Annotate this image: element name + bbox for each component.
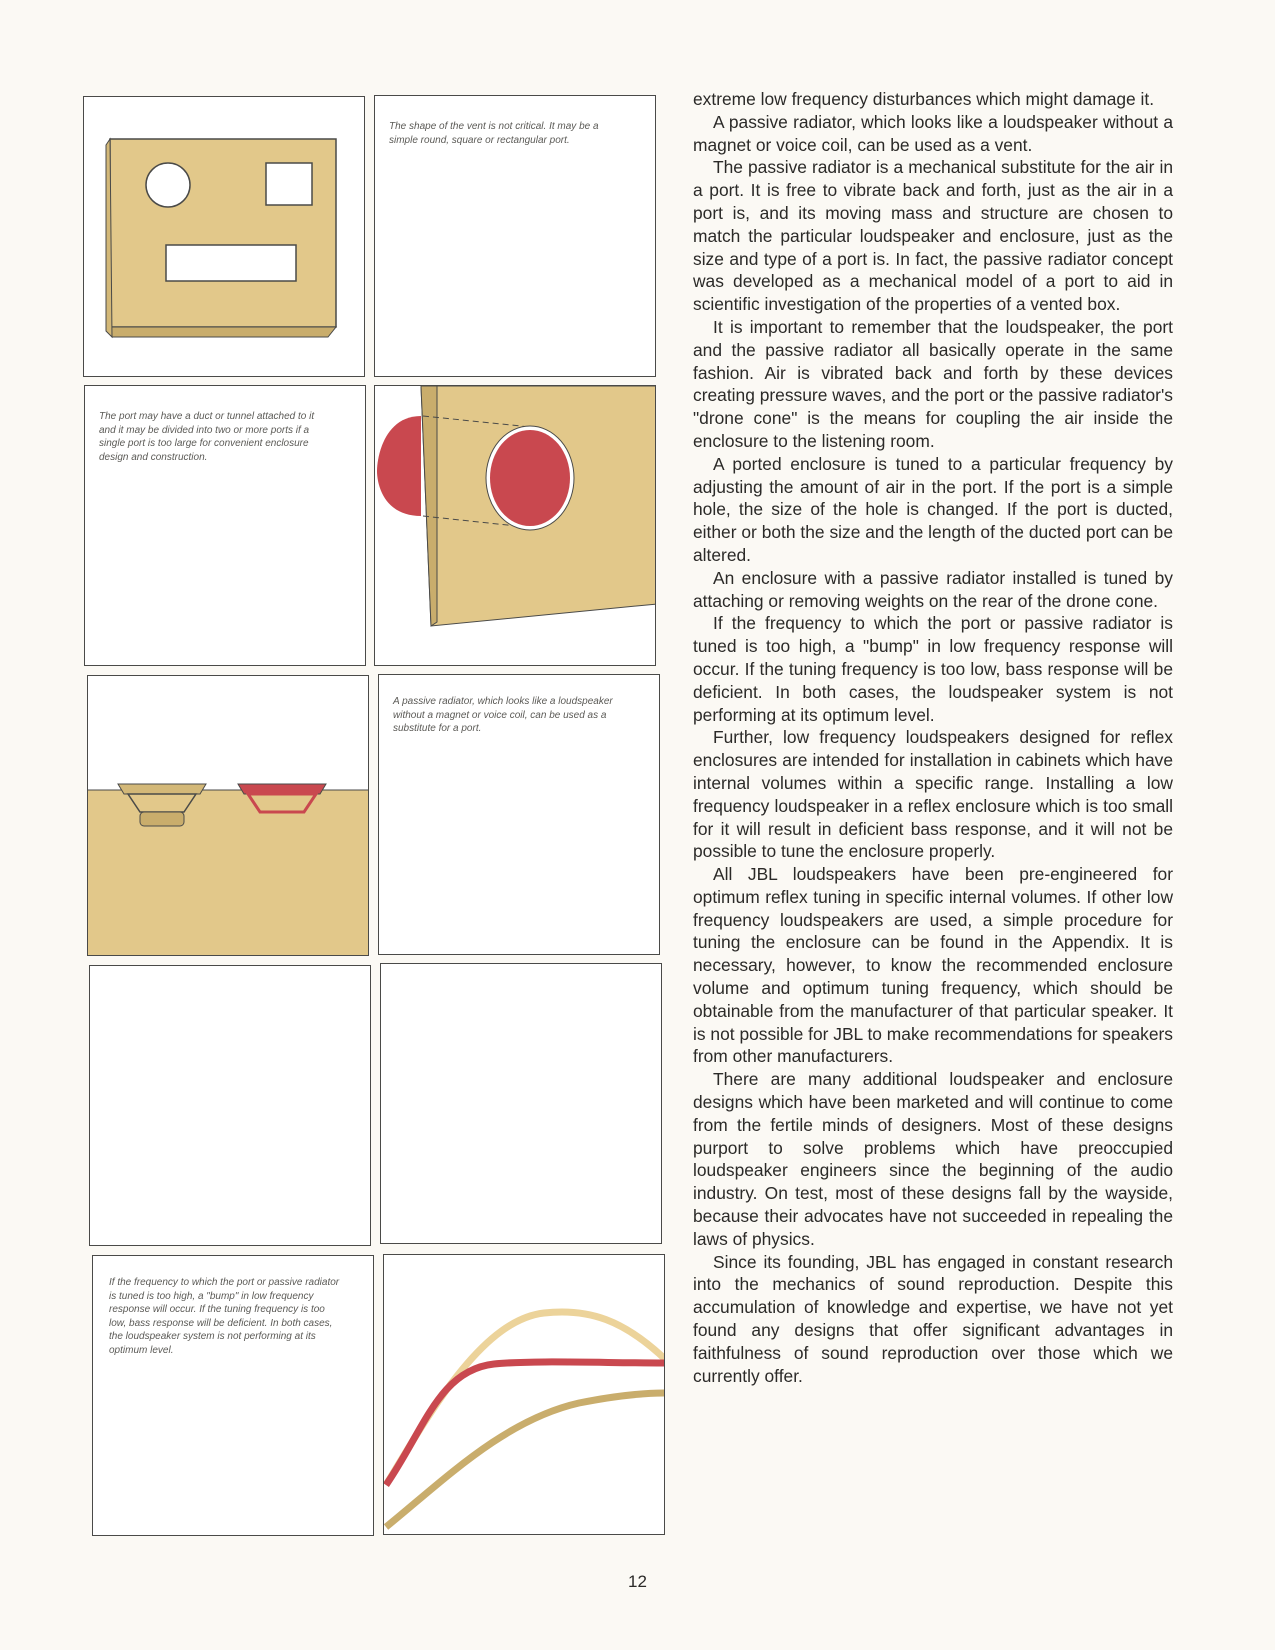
vent-shapes-illustration-panel	[83, 96, 365, 377]
drone-cone-icon	[490, 430, 570, 526]
baffle-radiator-illustration	[375, 386, 656, 666]
duct-caption: The port may have a duct or tunnel attached to it and it may be divided into two or more ports if a single port is too large for convenient enclosure design and construction.	[99, 411, 315, 463]
passive-radiator-caption-panel	[378, 674, 660, 955]
vent-shape-caption-panel	[374, 95, 656, 377]
page-number: 12	[628, 1572, 647, 1591]
vent-shapes-illustration	[84, 97, 365, 377]
duct-caption-panel	[84, 385, 366, 666]
body-text-column	[693, 88, 1173, 1387]
empty-panel-left	[89, 965, 371, 1246]
rear-radiator-icon	[377, 416, 421, 516]
body-paragraph: An enclosure with a passive radiator installed is tuned by attaching or removing weights on the rear of the drone cone.	[693, 567, 1173, 611]
speaker-radiator-illustration-panel	[87, 675, 369, 956]
loudspeaker-frame-icon	[118, 784, 206, 794]
round-port-icon	[146, 163, 190, 207]
board-edge	[110, 327, 336, 337]
passive-radiator-caption: A passive radiator, which looks like a loudspeaker without a magnet or voice coil, can be used as a substitute for a port.	[393, 696, 613, 734]
baffle-edge	[421, 386, 437, 626]
body-paragraph: If the frequency to which the port or passive radiator is tuned is too high, a "bump" in low frequency response will occur. If the tuning frequency is too low, bass response will be deficient. In both cases, the loudspeaker system is not performing at its optimum level.	[693, 613, 1173, 725]
body-paragraph: Since its founding, JBL has engaged in constant research into the mechanics of sound reproduction. Despite this accumulation of knowledge and expertise, we have not yet found any designs that offer significant advantages in faithfulness of sound reproduction over those which we currently offer.	[693, 1251, 1173, 1386]
enclosure-section	[88, 790, 369, 956]
rectangular-port-icon	[166, 245, 296, 281]
loudspeaker-magnet-icon	[140, 812, 184, 826]
tuning-caption: If the frequency to which the port or passive radiator is tuned is too high, a "bump" in low frequency response will occur. If the tuning frequency is too low, bass response will be deficient. In both cases, the loudspeaker system is not performing at its optimum level.	[109, 1277, 340, 1356]
body-paragraph: A ported enclosure is tuned to a particular frequency by adjusting the amount of air in the port. If the port is a simple hole, the size of the hole is changed. If the port is ducted, either or both the size and the length of the ducted port can be altered.	[693, 453, 1173, 565]
speaker-radiator-illustration	[88, 676, 369, 956]
body-paragraph: A passive radiator, which looks like a loudspeaker without a magnet or voice coil, can be used as a vent.	[693, 111, 1173, 155]
baffle-radiator-illustration-panel	[374, 385, 656, 666]
tuning-caption-panel	[92, 1255, 374, 1536]
body-paragraph: There are many additional loudspeaker and enclosure designs which have been marketed and will continue to come from the fertile minds of designers. Most of these designs purport to solve problems which have preoccupied loudspeaker engineers since the beginning of the audio industry. On test, most of these designs fall by the wayside, because their advocates have not succeeded in repealing the laws of physics.	[693, 1069, 1173, 1249]
square-port-icon	[266, 163, 312, 205]
body-paragraph: It is important to remember that the loudspeaker, the port and the passive radiator all basically operate in the same fashion. Air is vibrated back and forth by these devices creating pressure waves, and the port or the passive radiator's "drone cone" is the means for coupling the air inside the enclosure to the listening room.	[693, 316, 1173, 451]
body-paragraph: All JBL loudspeakers have been pre-engineered for optimum reflex tuning in specific internal volumes. If other low frequency loudspeakers are used, a simple procedure for tuning the enclosure can be found in the Appendix. It is necessary, however, to know the recommended enclosure volume and optimum tuning frequency, which should be obtainable from the manufacturer of that particular speaker. It is not possible for JBL to make recommendations for speakers from other manufacturers.	[693, 864, 1173, 1067]
body-paragraph: extreme low frequency disturbances which might damage it.	[693, 89, 1155, 109]
empty-panel-right	[380, 963, 662, 1244]
body-paragraph: The passive radiator is a mechanical substitute for the air in a port. It is free to vibrate back and forth, just as the air in a port is, and its moving mass and structure are chosen to match the particular loudspeaker and enclosure, just as the size and type of a port is. In fact, the passive radiator concept was developed as a mechanical model of a port to aid in scientific investigation of the properties of a vented box.	[693, 157, 1173, 315]
response-curves-illustration-panel	[383, 1254, 665, 1535]
body-paragraph: Further, low frequency loudspeakers designed for reflex enclosures are intended for installation in cabinets which have internal volumes within a specific range. Installing a low frequency loudspeaker in a reflex enclosure which is too small for it will result in deficient bass response, and it will not be possible to tune the enclosure properly.	[693, 727, 1173, 862]
vent-shape-caption: The shape of the vent is not critical. It may be a simple round, square or rectangular port.	[389, 121, 599, 146]
response-curves-illustration	[384, 1255, 665, 1535]
